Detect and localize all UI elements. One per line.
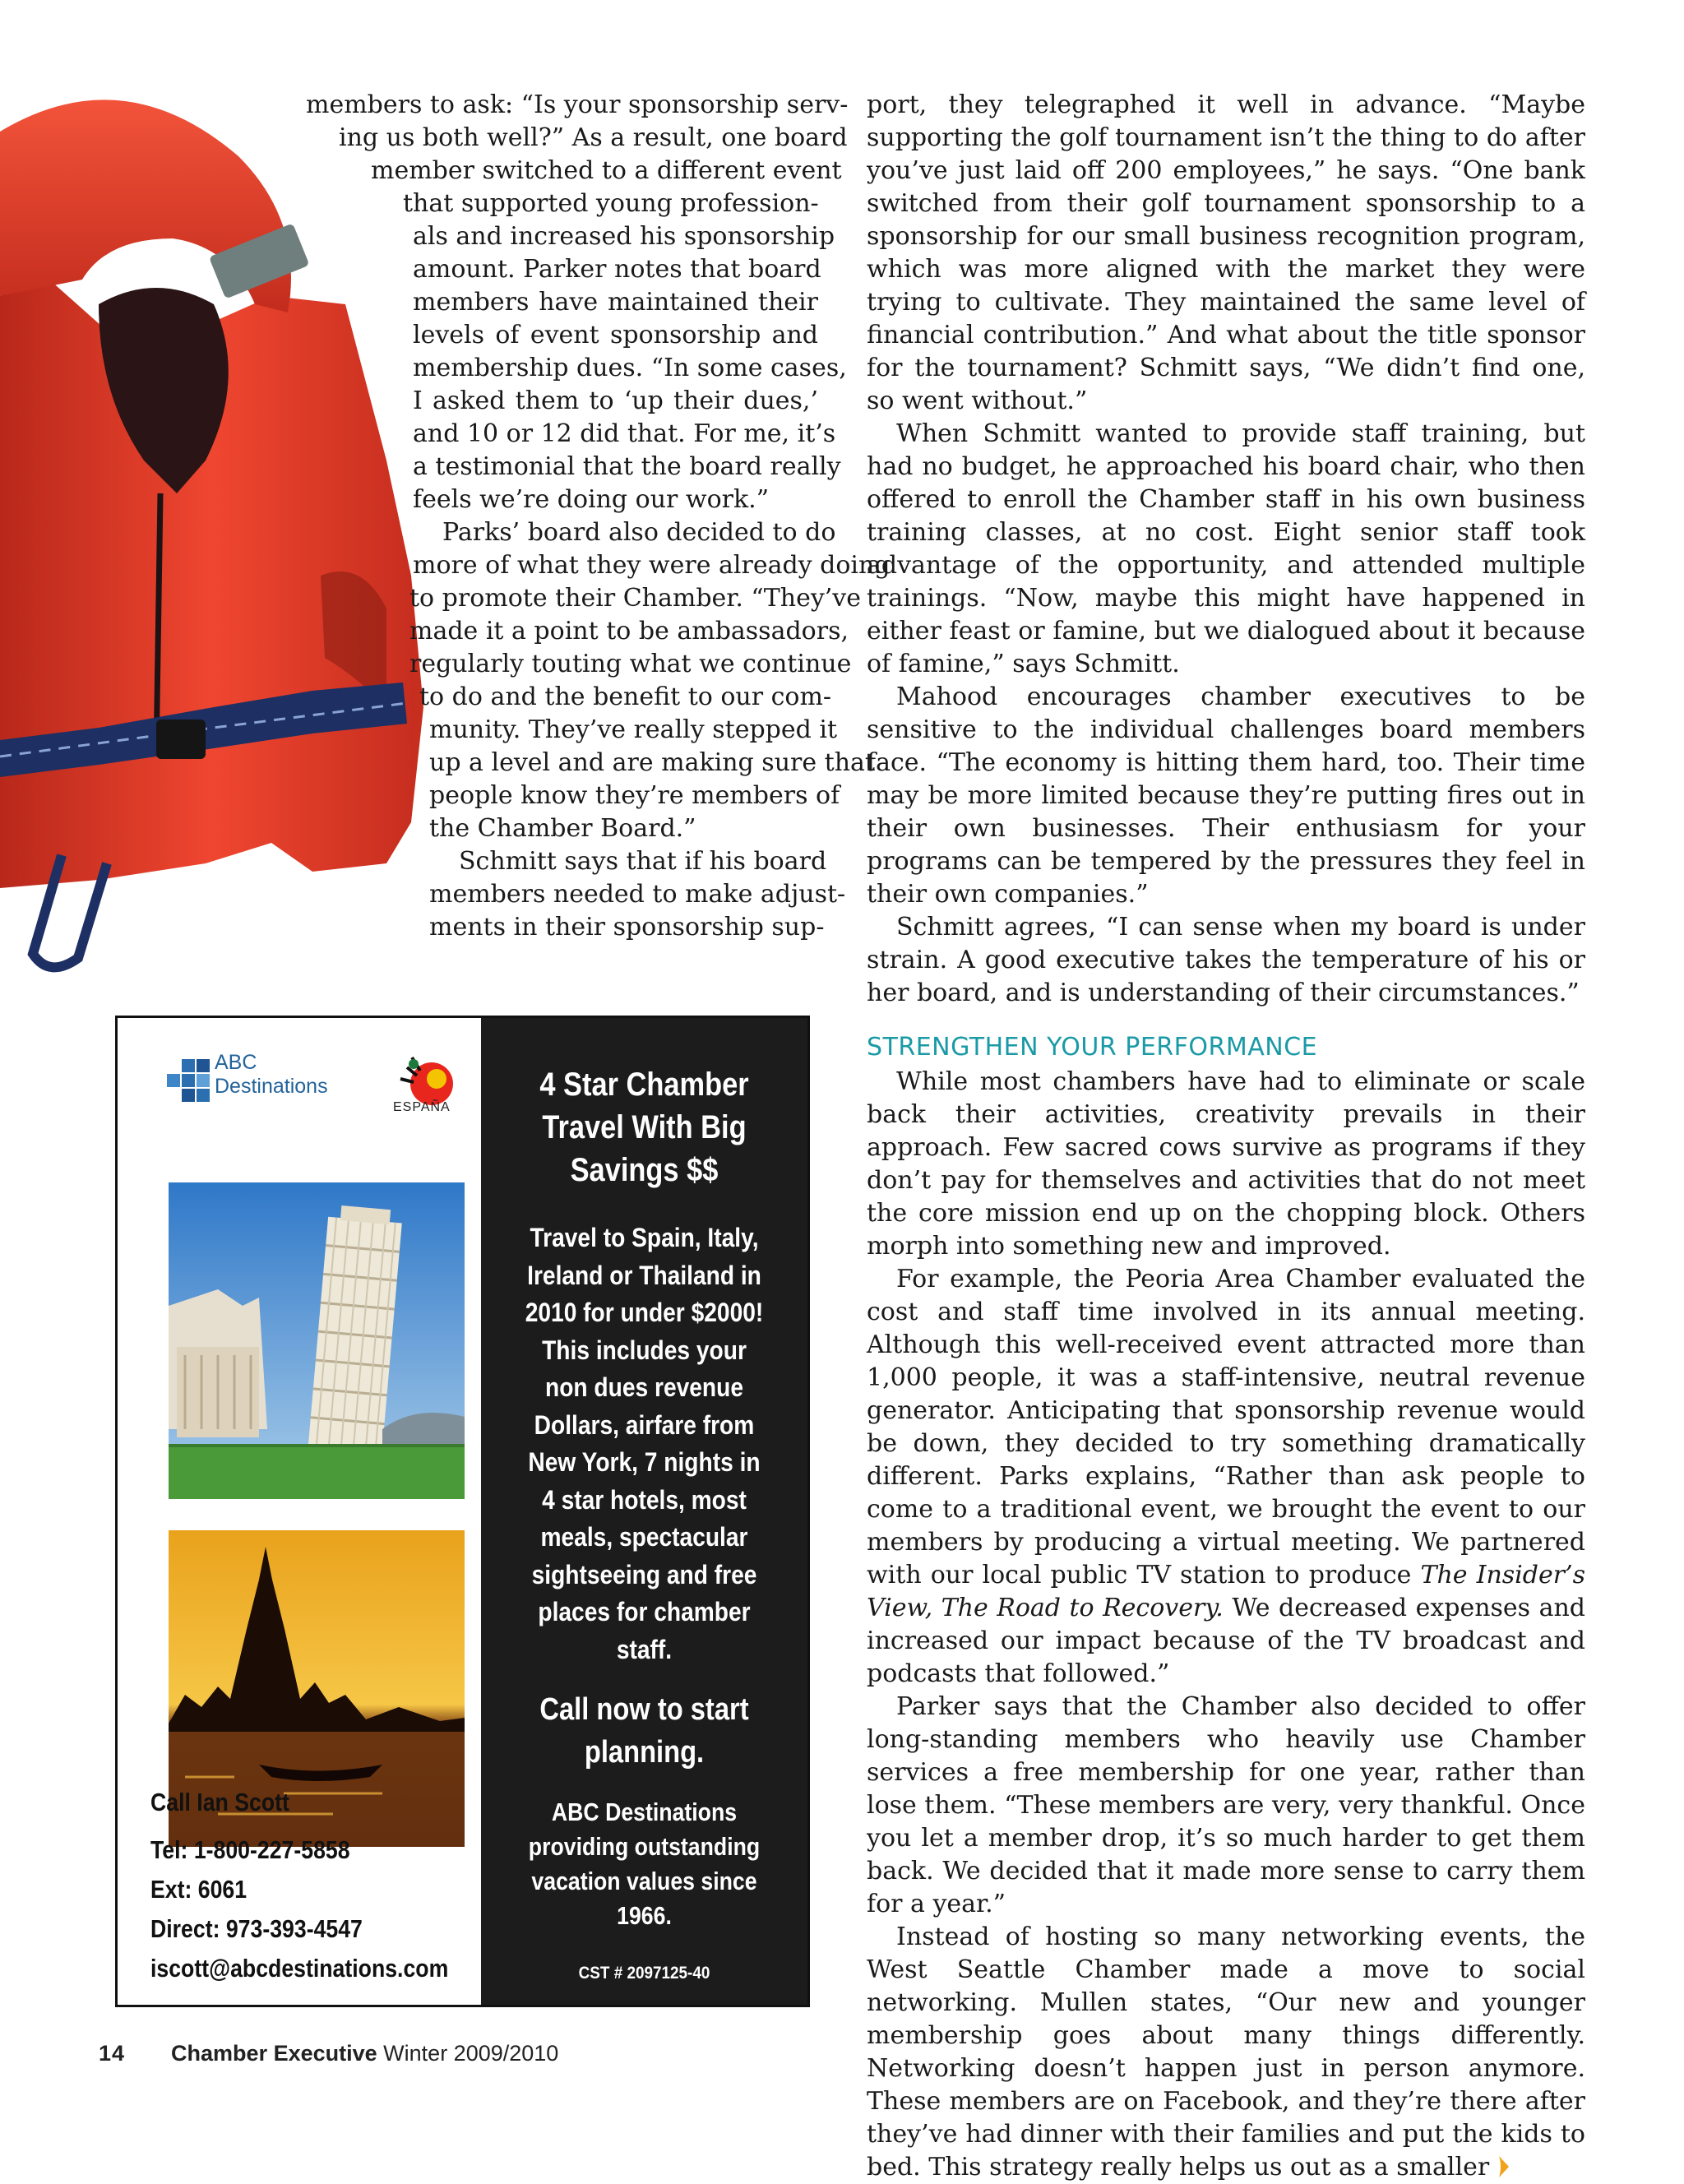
text-line: ing us both well?” As a result, one board	[339, 123, 848, 152]
text-line: member switched to a different event	[371, 156, 842, 185]
text-line: and 10 or 12 did that. For me, it’s	[413, 419, 836, 448]
text-line: als and increased his sponsorship	[413, 222, 835, 251]
text-line: amount. Parker notes that board	[413, 255, 821, 284]
text-line: up a level and are making sure that	[429, 748, 875, 777]
text-line: ments in their sponsorship sup-	[429, 913, 825, 942]
page-footer	[99, 2038, 558, 2068]
body-paragraph: Parker says that the Chamber also decided to offer long-standing members who heavily use Chamber services a free membership for one year, rather than lose them. “These members are very, very thankful. Once you let a member drop, it’s so much harder to get them back. We decided that it made more sense to carry them for a year.”	[867, 1692, 1585, 1918]
ad-body	[501, 1219, 788, 1668]
text-line: members to ask: “Is your sponsorship serv-	[306, 90, 849, 119]
company-line: ABC Destinations	[551, 1798, 738, 1826]
body-paragraph-last	[867, 1921, 1585, 2184]
leaning-tower-photo	[169, 1182, 465, 1499]
headline-line: 4 Star Chamber	[539, 1067, 749, 1103]
text-line: levels of event sponsorship and	[413, 321, 818, 349]
section-heading: STRENGTHEN YOUR PERFORMANCE	[867, 1033, 1318, 1062]
issue-date: Winter 2009/2010	[383, 2041, 559, 2066]
text-line: I asked them to ‘up their dues,’	[413, 386, 818, 415]
ad-body-line: Ireland or Thailand in	[527, 1260, 761, 1290]
cta-line: Call now to start	[539, 1692, 749, 1727]
contact-direct: Direct: 973-393-4547	[150, 1914, 363, 1943]
contact-ext: Ext: 6061	[150, 1875, 248, 1904]
text-line: membership dues. “In some cases,	[413, 354, 847, 382]
travel-advertisement	[115, 1016, 810, 2007]
body-paragraph: While most chambers have had to eliminate or scale back their activities, creativity prevails in their approach. Few sacred cows survive as programs if they don’t pay for themselves and activities that do not meet the core mission end up on the chopping block. Others morph into something new and improved.	[867, 1067, 1585, 1261]
contact-email: iscott@abcdestinations.com	[150, 1954, 449, 1983]
text-line: a testimonial that the board really	[413, 452, 841, 481]
ad-left-panel	[118, 1018, 481, 2005]
ad-body-line: staff.	[616, 1634, 673, 1664]
ad-body-line: non dues revenue	[545, 1372, 743, 1402]
ad-body-line: This includes your	[542, 1335, 747, 1365]
headline-line: Travel With Big	[542, 1109, 747, 1145]
text-line: to do and the benefit to our com-	[419, 682, 832, 711]
body-paragraph: Mahood encourages chamber executives to be sensitive to the individual challenges board members face. “The economy is hitting them hard, too. Their time may be more limited because they’re putting fires out in their own businesses. Their enthusiasm for your programs can be tempered by the pressures they feel in their own companies.”	[867, 682, 1585, 909]
logo-line: Destinations	[215, 1075, 328, 1098]
page-number: 14	[99, 2041, 126, 2066]
cta-line: planning.	[584, 1735, 705, 1770]
ad-body-line: 2010 for under $2000!	[525, 1298, 764, 1327]
ad-right-panel	[481, 1018, 807, 2005]
text-line: members needed to make adjust-	[429, 880, 846, 909]
ad-body-line: sightseeing and free	[531, 1559, 757, 1589]
right-text-column	[867, 89, 1585, 2184]
text-line: that supported young profession-	[403, 189, 819, 218]
text-line: to promote their Chamber. “They’ve	[409, 584, 862, 613]
text-line: munity. They’ve really stepped it	[429, 715, 837, 744]
ad-body-line: Travel to Spain, Italy,	[530, 1223, 759, 1252]
espana-label: ESPAÑA	[393, 1100, 451, 1114]
ad-logo-text	[215, 1051, 328, 1099]
ad-body-line: 4 star hotels, most	[542, 1484, 747, 1515]
body-paragraph: port, they telegraphed it well in advance. “Maybe supporting the golf tournament isn’t the thing to do after you’ve just laid off 200 employees,” he says. “One bank switched from their golf tournament sponsorship to a sponsorship for our small business recognition program, which was more aligned with the market they were trying to cultivate. They maintained the same level of financial contribution.” And what about the title sponsor for the tournament? Schmitt says, “We didn’t find one, so went without.”	[867, 90, 1585, 415]
body-paragraph: Schmitt agrees, “I can sense when my board is under strain. A good executive takes the temperature of his or her board, and is understanding of their circumstances.”	[867, 913, 1585, 1007]
ad-company-tagline	[504, 1795, 784, 1933]
ad-contact-block	[150, 1783, 449, 1988]
text-line: Parks’ board also decided to do	[442, 518, 836, 547]
ad-body-line: Dollars, airfare from	[534, 1409, 755, 1440]
text-line: members have maintained their	[413, 288, 818, 317]
company-line: vacation values since	[531, 1867, 757, 1895]
contact-tel: Tel: 1-800-227-5858	[150, 1835, 350, 1864]
peoria-text-after: We decreased expenses and increased our impact because of the TV broadcast and podcasts that followed.”	[867, 1594, 1585, 1688]
company-line: 1966.	[617, 1901, 672, 1930]
text-line: feels we’re doing our work.”	[413, 485, 770, 514]
text-line: more of what they were already doing	[413, 551, 891, 580]
text-line: regularly touting what we continue	[409, 650, 852, 678]
ad-headline	[504, 1063, 784, 1191]
ad-call-to-action	[504, 1688, 784, 1774]
ad-cst-number: CST # 2097125-40	[578, 1964, 710, 1983]
ad-body-line: meals, spectacular	[540, 1522, 748, 1552]
program-title: The Insider’s View, The Road to Recovery.	[867, 1561, 1586, 1622]
logo-line: ABC	[215, 1051, 257, 1074]
publication-name: Chamber Executive	[171, 2041, 377, 2066]
contact-name: Call Ian Scott	[150, 1788, 289, 1816]
text-line: the Chamber Board.”	[429, 814, 696, 843]
body-paragraph: When Schmitt wanted to provide staff training, but had no budget, he approached his board chair, who then offered to enroll the Chamber staff in his own business training classes, at no cost. Eight senior staff took advantage of the opportunity, and attended multiple trainings. “Now, maybe this might have happened in either feast or famine, but we dialogued about it because of famine,” says Schmitt.	[867, 419, 1585, 678]
continued-arrow-icon	[1497, 2154, 1511, 2179]
body-paragraph-peoria	[867, 1263, 1585, 1691]
peoria-text-before: For example, the Peoria Area Chamber evaluated the cost and staff time involved in its annual meeting. Although this well-received event attracted more than 1,000 people, it was a staff-intensive, neutral revenue generator. Anticipating that sponsorship revenue would be down, they decided to try something dramatically different. Parks explains, “Rather than ask people to come to a traditional event, we brought the event to our members by producing a virtual meeting. We partnered with our local public TV station to produce	[867, 1265, 1585, 1589]
text-line: people know they’re members of	[429, 781, 840, 810]
text-line: Schmitt says that if his board	[459, 847, 827, 876]
headline-line: Savings $$	[570, 1152, 719, 1188]
ad-body-line: New York, 7 nights in	[528, 1447, 761, 1477]
text-line: made it a point to be ambassadors,	[409, 617, 849, 645]
left-text-column	[271, 89, 891, 944]
ad-body-line: places for chamber	[538, 1597, 751, 1626]
company-line: providing outstanding	[528, 1832, 761, 1861]
last-paragraph-text: Instead of hosting so many networking events, the West Seattle Chamber made a move to social networking. Mullen states, “Our new and younger membership goes about many things differently. Networking doesn’t happen just in person anymore. These members are on Facebook, and they’re there after they’ve had dinner with their families and put the kids to bed. This strategy really helps us out as a smaller	[867, 1923, 1585, 2182]
